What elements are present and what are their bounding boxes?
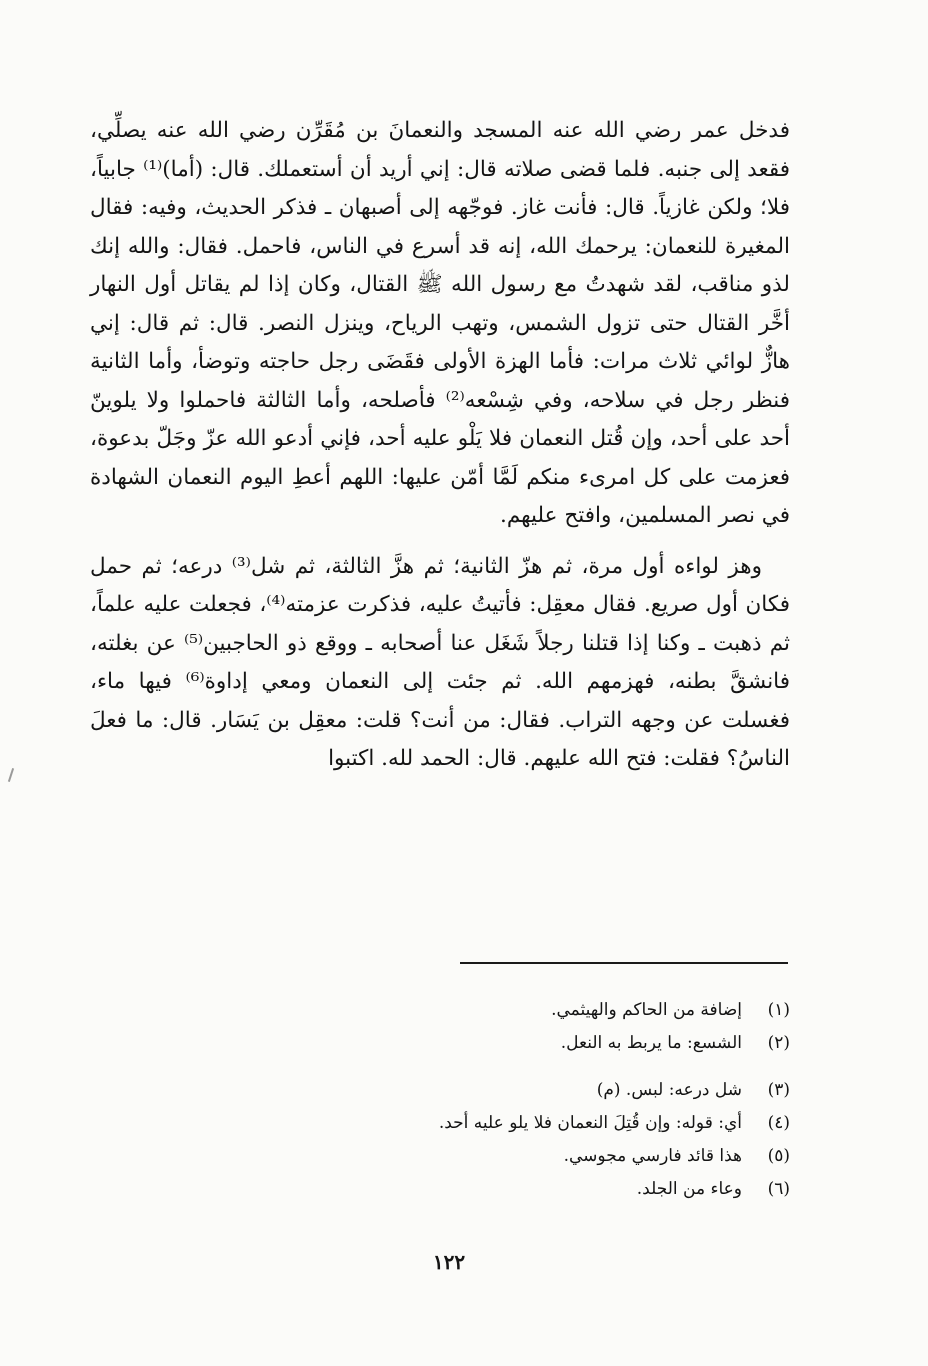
footnote-text: أي: قوله: وإن قُتِلَ النعمان فلا يلو عليه أحد.: [438, 1113, 742, 1133]
footnote-4: [300, 1113, 790, 1146]
margin-mark: [8, 768, 14, 782]
footnote-number: (٥): [767, 1146, 790, 1166]
footnote-text: إضافة من الحاكم والهيثمي.: [551, 1000, 742, 1020]
footnote-6: [300, 1179, 790, 1212]
footnote-2: [300, 1033, 790, 1066]
footnote-number: (٦): [767, 1179, 790, 1199]
footnote-text: وعاء من الجلد.: [636, 1179, 742, 1199]
paragraph-1: فدخل عمر رضي الله عنه المسجد والنعمانَ بن مُقَرِّن رضي الله عنه يصلِّي، فقعد إلى جنبه. فلما قضى صلاته قال: إني أريد أن أستعملك. قال: (أما)⁽¹⁾ جابياً، فلا؛ ولكن غازياً. قال: فأنت غاز. فوجّهه إلى أصبهان ـ فذكر الحديث، وفيه: فقال المغيرة للنعمان: يرحمك الله، إنه قد أسرع في الناس، فاحمل. فقال: والله إنك لذو مناقب، لقد شهدتُ مع رسول الله ﷺ القتال، وكان إذا لم يقاتل أول النهار أخَّر القتال حتى تزول الشمس، وتهب الرياح، وينزل النصر. قال: ثم قال: إني هازٌّ لوائي ثلاث مرات: فأما الهزة الأولى فقَضَى رجل حاجته وتوضأ، وأما الثانية فنظر رجل في سلاحه، وفي شِسْعه⁽²⁾ فأصلحه، وأما الثالثة فاحملوا ولا يلوينّ أحد على أحد، وإن قُتل النعمان فلا يَلْو عليه أحد، فإني أدعو الله عزّ وجَلّ بدعوة، فعزمت على كل امرىء منكم لَمَّا أمّن عليها: اللهم أعطِ اليوم النعمان الشهادة في نصر المسلمين، وافتح عليهم.: [90, 118, 790, 528]
footnote-number: (٢): [767, 1033, 790, 1053]
footnote-text: هذا قائد فارسي مجوسي.: [563, 1146, 742, 1166]
footnotes: [300, 1000, 790, 1212]
page-number: ١٢٢: [432, 1250, 466, 1274]
footnote-text: شل درعه: لبس. (م): [596, 1080, 742, 1100]
footnote-3: [300, 1080, 790, 1113]
footnote-number: (٣): [767, 1080, 790, 1100]
main-text: [90, 112, 790, 779]
paragraph-2: وهز لواءه أول مرة، ثم هزّ الثانية؛ ثم هزَّ الثالثة، ثم شل⁽³⁾ درعه؛ ثم حمل فكان أول صريع. فقال معقِل: فأتيتُ عليه، فذكرت عزمته⁽⁴⁾، فجعلت عليه علماً، ثم ذهبت ـ وكنا إذا قتلنا رجلاً شَغَل عنا أصحابه ـ ووقع ذو الحاجبين⁽⁵⁾ عن بغلته، فانشقَّ بطنه، فهزمهم الله. ثم جئت إلى النعمان ومعي إداوة⁽⁶⁾ فيها ماء، فغسلت عن وجهه التراب. فقال: من أنت؟ قلت: معقِل بن يَسَار. قال: ما فعلَ الناسُ؟ فقلت: فتح الله عليهم. قال: الحمد لله. اكتبوا: [90, 553, 791, 771]
footnote-divider: [460, 962, 788, 964]
footnote-text: الشسع: ما يربط به النعل.: [560, 1033, 742, 1053]
footnote-number: (١): [767, 1000, 790, 1020]
footnote-number: (٤): [767, 1113, 790, 1133]
footnote-5: [300, 1146, 790, 1179]
footnote-1: [300, 1000, 790, 1033]
